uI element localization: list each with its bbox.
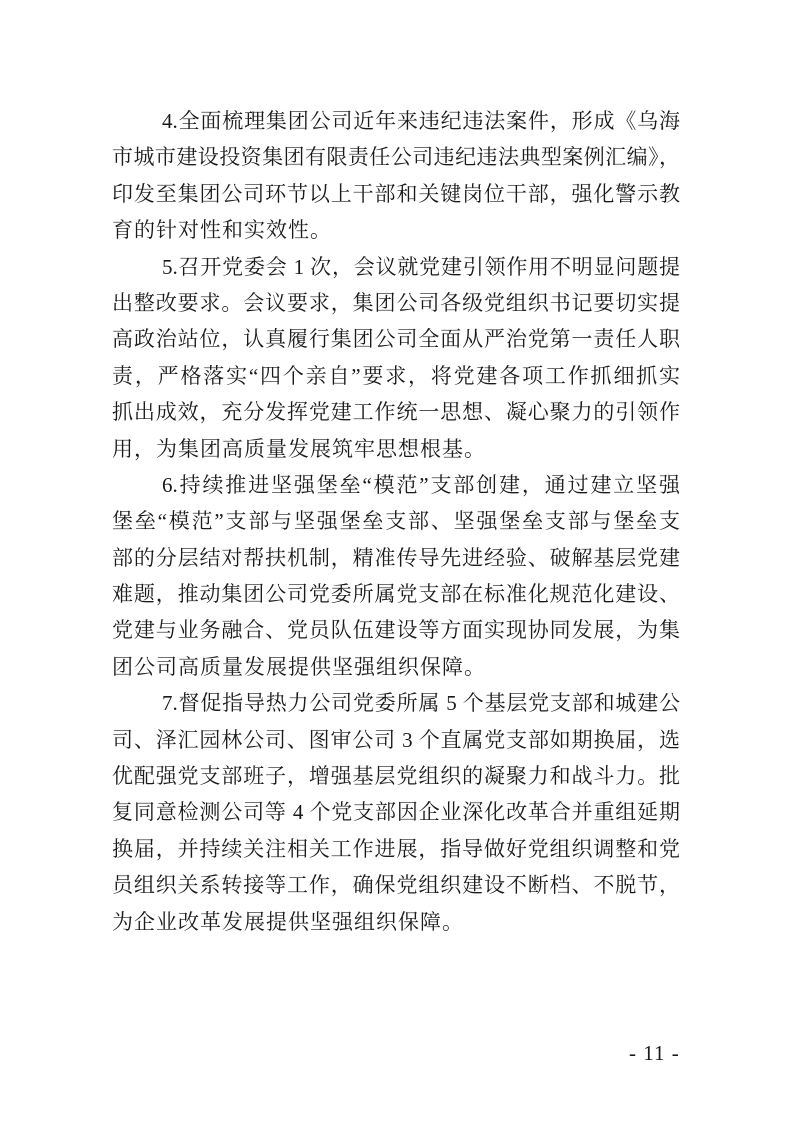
paragraph-item-5-line-5: 抓出成效，充分发挥党建工作统一思想、凝心聚力的引领作: [112, 400, 680, 425]
paragraph-item-7-line-1: 7.督促指导热力公司党委所属 5 个基层党支部和城建公: [162, 691, 680, 716]
paragraph-item-6-line-6: 团公司高质量发展提供坚强组织保障。: [112, 654, 486, 679]
paragraph-item-7-line-4: 复同意检测公司等 4 个党支部因企业深化改革合并重组延期: [112, 800, 680, 825]
paragraph-item-5-line-4: 责，严格落实“四个亲自”要求，将党建各项工作抓细抓实: [112, 363, 680, 388]
page-number: - 11 -: [629, 1041, 680, 1065]
paragraph-item-7-line-5: 换届，并持续关注相关工作进展，指导做好党组织调整和党: [112, 836, 680, 861]
paragraph-item-7-line-2: 司、泽汇园林公司、图审公司 3 个直属党支部如期换届，选: [112, 727, 680, 752]
paragraph-item-5-line-6: 用，为集团高质量发展筑牢思想根基。: [112, 436, 486, 461]
paragraph-item-4-line-4: 育的针对性和实效性。: [112, 218, 332, 243]
paragraph-item-7-line-6: 员组织关系转接等工作，确保党组织建设不断档、不脱节，: [112, 873, 680, 898]
paragraph-item-7-line-3: 优配强党支部班子，增强基层党组织的凝聚力和战斗力。批: [112, 764, 680, 789]
paragraph-item-6-line-4: 难题，推动集团公司党委所属党支部在标准化规范化建设、: [112, 582, 680, 607]
paragraph-item-4-line-3: 印发至集团公司环节以上干部和关键岗位干部，强化警示教: [112, 181, 680, 206]
paragraph-item-4-line-1: 4.全面梳理集团公司近年来违纪违法案件，形成《乌海: [162, 109, 680, 133]
paragraph-item-6-line-2: 堡垒“模范”支部与坚强堡垒支部、坚强堡垒支部与堡垒支: [112, 509, 680, 534]
paragraph-item-5-line-2: 出整改要求。会议要求，集团公司各级党组织书记要切实提: [112, 290, 680, 315]
paragraph-item-6-line-1: 6.持续推进坚强堡垒“模范”支部创建，通过建立坚强: [162, 472, 680, 497]
paragraph-item-5-line-3: 高政治站位，认真履行集团公司全面从严治党第一责任人职: [112, 327, 680, 352]
paragraph-item-5-line-1: 5.召开党委会 1 次，会议就党建引领作用不明显问题提: [162, 254, 680, 279]
paragraph-item-6-line-3: 部的分层结对帮扶机制，精准传导先进经验、破解基层党建: [112, 545, 680, 570]
paragraph-item-7-line-7: 为企业改革发展提供坚强组织保障。: [112, 909, 464, 934]
paragraph-item-4-line-2: 市城市建设投资集团有限责任公司违纪违法典型案例汇编》，: [112, 145, 680, 170]
paragraph-item-6-line-5: 党建与业务融合、党员队伍建设等方面实现协同发展，为集: [112, 618, 680, 643]
document-body: [112, 103, 680, 940]
